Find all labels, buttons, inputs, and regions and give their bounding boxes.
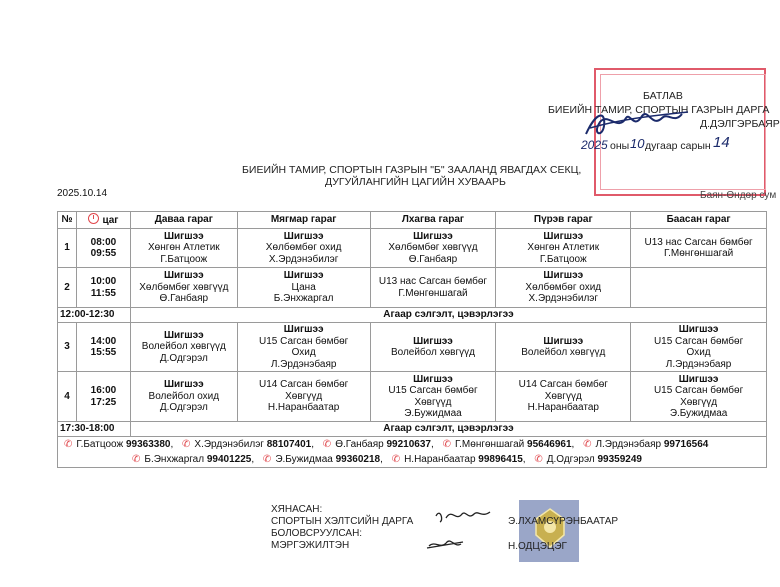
preparer-title: МЭРГЭЖИЛТЭН: [271, 540, 350, 551]
contacts-line-1: ✆ Г.Батцоож 99363380, ✆ Х.Эрдэнэбилэг 88107401, ✆ Ө.Ганбаяр 99210637, ✆ Г.Мөнгөншагай 95646961, ✆ Л.Эрдэнэбаяр 99716564: [64, 439, 709, 450]
schedule-cell: Шигшээ U15 Сагсан бөмбөг Охид Л.Эрдэнэбаяр: [237, 323, 370, 372]
table-header-row: [58, 212, 767, 229]
phone-icon: ✆: [583, 439, 592, 450]
approval-word: БАТЛАВ: [643, 90, 683, 102]
schedule-cell: U13 нас Сагсан бөмбөг Г.Мөнгөншагай: [631, 229, 767, 268]
schedule-table: [57, 211, 767, 437]
preparer-signature: [425, 536, 465, 552]
schedule-cell: U13 нас Сагсан бөмбөг Г.Мөнгөншагай: [370, 268, 496, 308]
contacts-box: [57, 436, 767, 468]
time-start: 16:00: [90, 385, 117, 396]
schedule-cell: Шигшээ Хөнгөн Атлетик Г.Батцоож: [130, 229, 237, 268]
time-end: 15:55: [90, 347, 117, 358]
header-monday: Даваа гараг: [130, 212, 237, 229]
row-time: [76, 229, 130, 268]
clock-icon: [88, 213, 99, 224]
phone-icon: ✆: [391, 454, 401, 465]
time-start: 10:00: [90, 276, 117, 287]
phone-icon: ✆: [132, 454, 141, 465]
approval-date-text: оны: [610, 140, 630, 152]
header-tuesday: Мягмар гараг: [237, 212, 370, 229]
row-time: [76, 268, 130, 308]
row-number: 2: [58, 268, 77, 308]
time-start: 08:00: [90, 236, 117, 248]
header-num: №: [58, 212, 77, 229]
time-end: 17:25: [90, 396, 117, 408]
schedule-cell: Шигшээ U15 Сагсан бөмбөг Охид Л.Эрдэнэбаяр: [631, 323, 767, 372]
title-line1: БИЕИЙН ТАМИР, СПОРТЫН ГАЗРЫН "Б" ЗААЛАНД ЯВАГДАХ СЕКЦ,: [242, 164, 582, 176]
phone-icon: ✆: [262, 454, 272, 465]
reviewer-title: СПОРТЫН ХЭЛТСИЙН ДАРГА: [271, 516, 414, 527]
schedule-cell: Шигшээ Волейбол охид Д.Одгэрэл: [130, 372, 237, 422]
phone-icon: ✆: [322, 439, 332, 450]
preparer-name: Н.ОДЦЭЦЭГ: [508, 541, 567, 552]
header-thursday: Пүрэв гараг: [496, 212, 631, 229]
schedule-cell: Шигшээ Хөлбөмбөг хөвгүүд Ө.Ганбаяр: [370, 229, 496, 268]
schedule-cell: Шигшээ Волейбол хөвгүүд: [496, 323, 631, 372]
phone-icon: ✆: [442, 439, 451, 450]
schedule-cell: Шигшээ Хөлбөмбөг хөвгүүд Ө.Ганбаяр: [130, 268, 237, 308]
schedule-cell: Шигшээ Волейбол хөвгүүд Д.Одгэрэл: [130, 323, 237, 372]
phone-icon: ✆: [182, 439, 191, 450]
header-time: [76, 212, 130, 229]
row-number: 1: [58, 229, 77, 268]
phone-icon: ✆: [64, 439, 73, 450]
schedule-cell: Шигшээ U15 Сагсан бөмбөг Хөвгүүд Э.Бужидмаа: [631, 372, 767, 422]
break-row: [58, 422, 767, 437]
time-start: 14:00: [90, 335, 117, 347]
table-row: [58, 268, 767, 308]
schedule-cell: Шигшээ Хөлбөмбөг охид Х.Эрдэнэбилэг: [237, 229, 370, 268]
approval-month-text: дугаар сарын: [645, 140, 711, 152]
break-time: 12:00-12:30: [58, 308, 131, 323]
time-end: 09:55: [90, 248, 117, 259]
break-label: Агаар сэлгэлт, цэвэрлэгээ: [130, 422, 766, 437]
reviewer-name: Э.ЛХАМСҮРЭНБААТАР: [508, 516, 619, 527]
approval-name: Д.ДЭЛГЭРБАЯР: [700, 118, 780, 130]
approval-position: БИЕИЙН ТАМИР, СПОРТЫН ГАЗРЫН ДАРГА: [548, 104, 770, 116]
approval-month: 10: [630, 136, 645, 151]
location: Баян-Өндөр сум: [700, 190, 777, 201]
schedule-cell: U14 Сагсан бөмбөг Хөвгүүд Н.Наранбаатар: [237, 372, 370, 422]
header-friday: Баасан гараг: [631, 212, 767, 229]
row-number: 4: [58, 372, 77, 422]
contacts-line-2: ✆ Б.Энхжаргал 99401225, ✆ Э.Бужидмаа 99360218, ✆ Н.Наранбаатар 99896415, ✆ Д.Одгэрэл 99359249: [132, 454, 642, 465]
title-line2: ДУГУЙЛАНГИЙН ЦАГИЙН ХУВААРЬ: [325, 176, 506, 188]
document-date: 2025.10.14: [57, 188, 108, 199]
schedule-cell: Шигшээ Хөлбөмбөг охид Х.Эрдэнэбилэг: [496, 268, 631, 308]
schedule-cell: U14 Сагсан бөмбөг Хөвгүүд Н.Наранбаатар: [496, 372, 631, 422]
row-number: 3: [58, 323, 77, 372]
table-row: [58, 323, 767, 372]
break-label: Агаар сэлгэлт, цэвэрлэгээ: [130, 308, 766, 323]
break-row: [58, 308, 767, 323]
row-time: [76, 372, 130, 422]
reviewed-label: ХЯНАСАН:: [271, 504, 323, 515]
schedule-cell-empty: [631, 268, 767, 308]
header-wednesday: Лхагва гараг: [370, 212, 496, 229]
time-end: 11:55: [90, 287, 116, 299]
schedule-cell: Шигшээ Хөнгөн Атлетик Г.Батцоож: [496, 229, 631, 268]
header-time-label: цаг: [102, 215, 119, 227]
phone-icon: ✆: [534, 454, 543, 465]
break-time: 17:30-18:00: [58, 422, 131, 437]
approval-year: 2025: [581, 138, 608, 152]
row-time: [76, 323, 130, 372]
table-row: [58, 372, 767, 422]
schedule-cell: Шигшээ Волейбол хөвгүүд: [370, 323, 496, 372]
reviewer-signature: [432, 506, 494, 526]
schedule-cell: Шигшээ Цана Б.Энхжаргал: [237, 268, 370, 308]
approval-day: 14: [713, 134, 730, 151]
prepared-label: БОЛОВСРУУЛСАН:: [271, 528, 363, 539]
schedule-cell: Шигшээ U15 Сагсан бөмбөг Хөвгүүд Э.Бужидмаа: [370, 372, 496, 422]
table-row: [58, 229, 767, 268]
